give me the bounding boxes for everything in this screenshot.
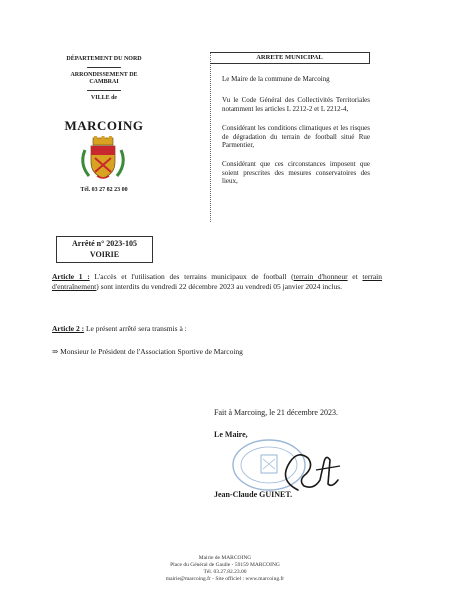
town-crest-icon (77, 136, 129, 182)
column-divider (210, 52, 211, 222)
town-name: MARCOING (64, 118, 144, 133)
consideration-1: Considérant les conditions climatiques et les risques de dégradation du terrain de football situé Rue Parmentier, (222, 124, 370, 149)
footer-line-1: Mairie de MARCOING (198, 555, 252, 561)
arrete-title: ARRETE MUNICIPAL (210, 52, 370, 64)
divider (87, 67, 121, 68)
article-1-label: Article 1 : (52, 272, 90, 281)
article-1-text-2: et (347, 272, 363, 281)
footer-line-4: mairie@marcoing.fr - Site officiel : www.marcoing.fr (165, 576, 285, 582)
article-2-label: Article 2 : (52, 324, 85, 333)
mayor-intro: Le Maire de la commune de Marcoing (222, 75, 330, 83)
arrete-number: Arrêté n° 2023-105 (72, 239, 137, 248)
town-phone: Tél. 03 27 82 23 00 (80, 187, 128, 193)
signature-date: Fait à Marcoing, le 21 décembre 2023. (214, 408, 338, 417)
divider (87, 90, 121, 91)
article-1-underline-2: terrain d'entraînement (52, 272, 382, 291)
signer-name: Jean-Claude GUINET. (214, 490, 293, 499)
article-1-text: L'accès et l'utilisation des terrains municipaux de football ( (89, 272, 294, 281)
article-2-text: Le présent arrêté sera transmis à : (84, 324, 187, 333)
footer-line-3: Tél. 03.27.82.23.00 (203, 569, 247, 575)
footer-line-2: Place du Général de Gaulle - 59159 MARCOING (170, 562, 280, 568)
article-1 (52, 272, 382, 291)
legal-basis: Vu le Code Général des Collectivités Territoriales notamment les articles L 2212-2 et L 2212-4, (222, 96, 370, 113)
article-2 (52, 324, 382, 334)
article-1-text-3: ) sont interdits du vendredi 22 décembre 2023 au vendredi 05 janvier 2024 inclus. (96, 281, 343, 291)
arrondissement-name: ARRONDISSEMENT DE CAMBRAI (70, 72, 138, 85)
recipient-line: ⇒ Monsieur le Président de l'Association Sportive de Marcoing (52, 347, 243, 356)
article-1-underline-1: terrain d'honneur (293, 272, 348, 281)
page-footer (140, 555, 310, 583)
department-header (58, 56, 150, 102)
arrete-category: VOIRIE (89, 250, 120, 259)
ville-label: VILLE de (90, 95, 118, 101)
department-name: DÉPARTEMENT DU NORD (66, 56, 142, 62)
mayor-label: Le Maire, (214, 430, 248, 439)
arrete-number-box (56, 236, 153, 263)
consideration-2: Considérant que ces circonstances imposent que soient prescrites des mesures conservatoires des lieux, (222, 160, 370, 185)
